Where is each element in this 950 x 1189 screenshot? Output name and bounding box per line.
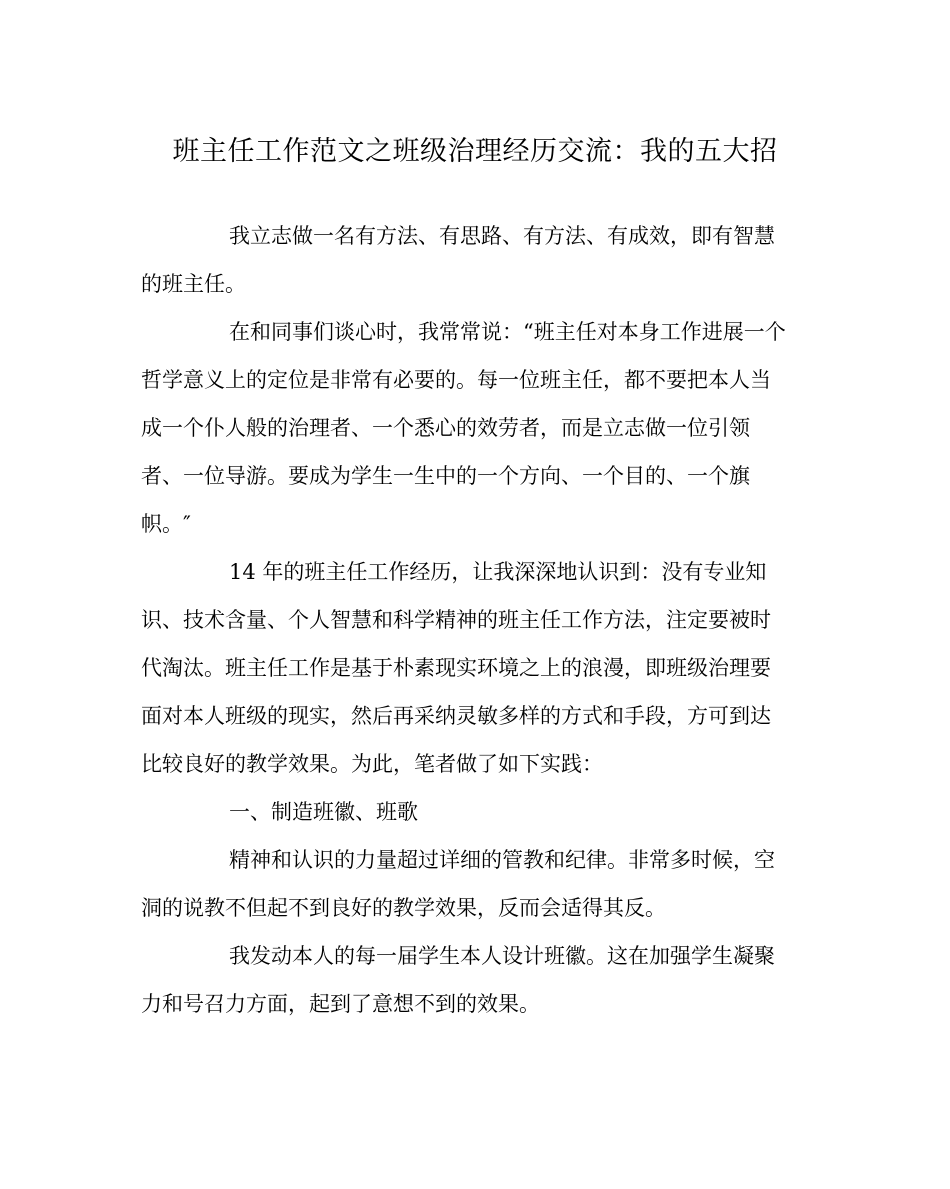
text-line: 在和同事们谈心时，我常常说：“班主任对本身工作进展一个 — [229, 320, 786, 344]
text-line: 识、技术含量、个人智慧和科学精神的班主任工作方法，注定要被时 — [141, 608, 771, 632]
text-line: 的班主任。 — [141, 272, 246, 296]
text-line: 代淘汰。班主任工作是基于朴素现实环境之上的浪漫，即班级治理要 — [141, 656, 771, 680]
text-line: 我发动本人的每一届学生本人设计班徽。这在加强学生凝聚 — [229, 944, 775, 968]
text-line: 14 年的班主任工作经历，让我深深地认识到：没有专业知 — [229, 560, 767, 584]
text-line: 成一个仆人般的治理者、一个悉心的效劳者，而是立志做一位引领 — [141, 416, 750, 440]
text-line: 我立志做一名有方法、有思路、有方法、有成效，即有智慧 — [229, 224, 775, 248]
text-line: 哲学意义上的定位是非常有必要的。每一位班主任，都不要把本人当 — [141, 368, 771, 392]
document-body — [141, 212, 821, 1028]
document-title: 班主任工作范文之班级治理经历交流：我的五大招 — [172, 136, 778, 167]
text-line: 面对本人班级的现实，然后再采纳灵敏多样的方式和手段，方可到达 — [141, 704, 771, 728]
text-line: 力和号召力方面，起到了意想不到的效果。 — [141, 992, 540, 1016]
text-line: 精神和认识的力量超过详细的管教和纪律。非常多时候，空 — [229, 848, 775, 872]
text-line: 帜。″ — [141, 512, 191, 536]
text-line: 洞的说教不但起不到良好的教学效果，反而会适得其反。 — [141, 896, 666, 920]
text-line: 比较良好的教学效果。为此，笔者做了如下实践： — [141, 752, 603, 776]
text-line: 者、一位导游。要成为学生一生中的一个方向、一个目的、一个旗 — [141, 464, 750, 488]
section-heading: 一、制造班徽、班歌 — [229, 800, 418, 824]
